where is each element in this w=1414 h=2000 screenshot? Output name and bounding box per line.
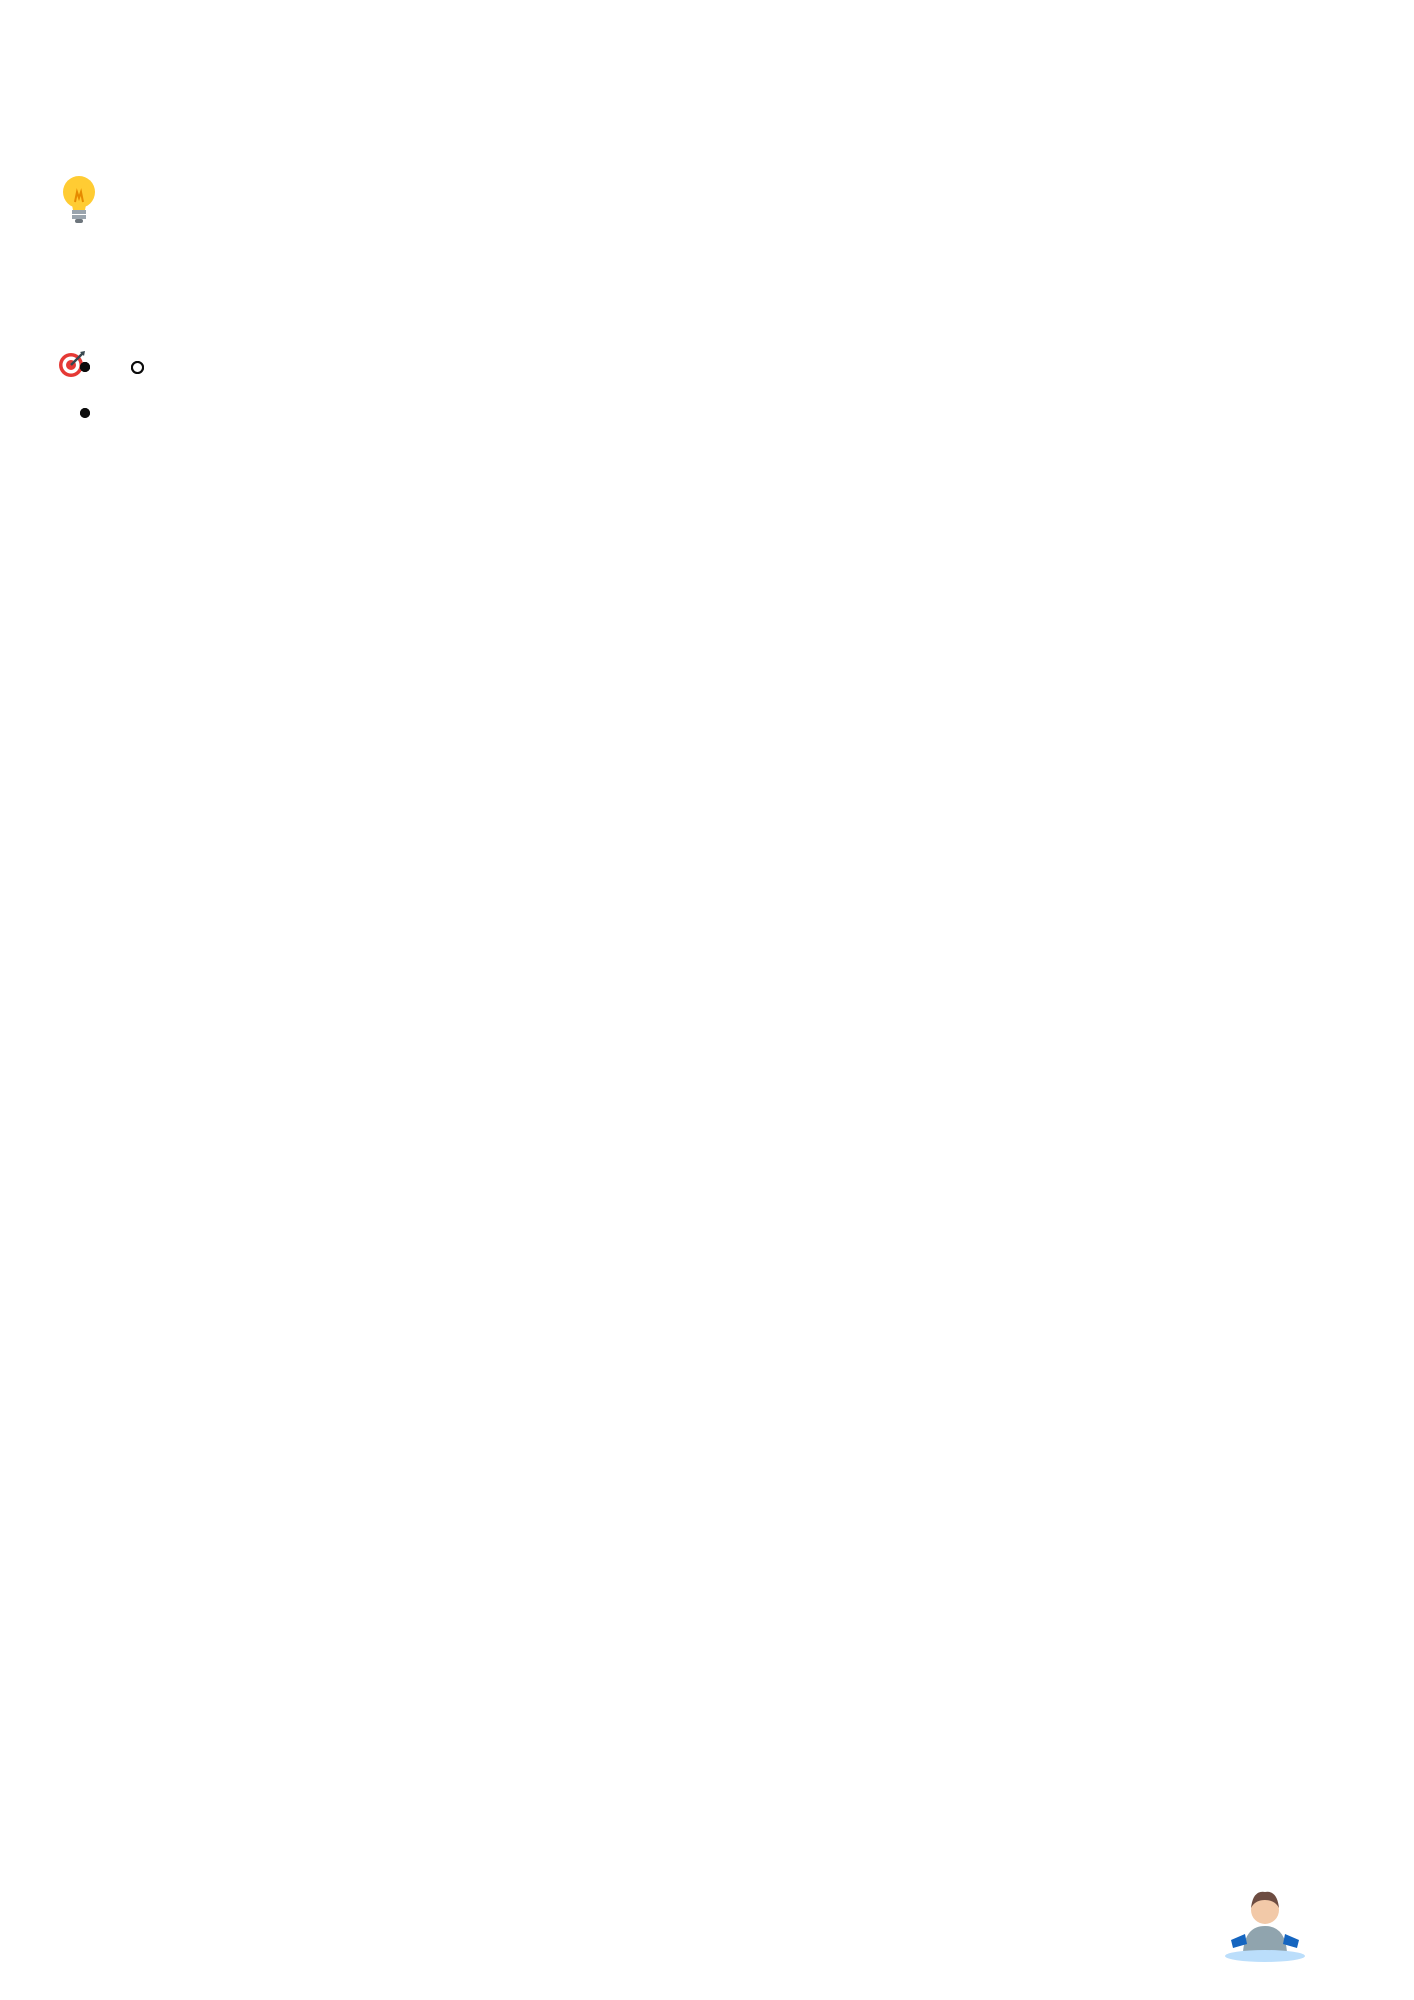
audience-heading: [58, 345, 1308, 391]
top-pencils-decoration: [0, 0, 1414, 150]
page-title: [58, 165, 1238, 246]
lightbulb-icon: [58, 171, 100, 246]
main-content: [58, 345, 1308, 391]
right-pencils-decoration: [1260, 100, 1414, 1160]
author-logo: [1205, 1860, 1325, 1970]
